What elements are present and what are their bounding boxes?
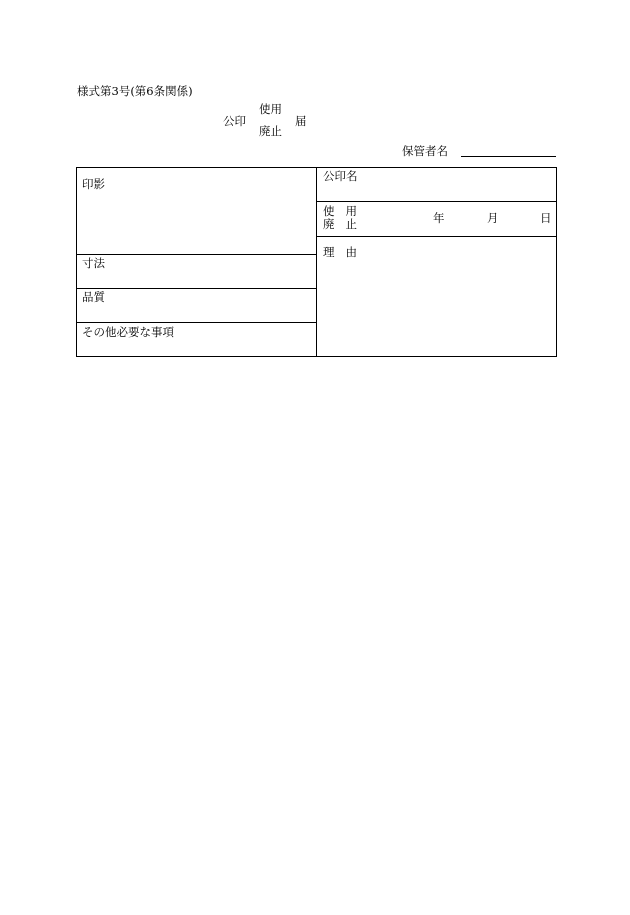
dimensions-label: 寸法 [82, 256, 105, 270]
date-abolish-label: 廃止 [323, 217, 368, 231]
seal-name-label: 公印名 [323, 169, 358, 183]
row-divider [316, 201, 557, 202]
reason-label: 理由 [323, 245, 368, 259]
column-divider [316, 167, 317, 357]
title-option-abolish: 廃止 [259, 124, 282, 138]
row-divider [76, 288, 317, 289]
row-divider [316, 236, 557, 237]
title-suffix: 届 [295, 114, 307, 128]
seal-impression-label: 印影 [82, 177, 105, 191]
year-label: 年 [433, 211, 445, 225]
month-label: 月 [487, 211, 499, 225]
row-divider [76, 254, 317, 255]
keeper-name-label: 保管者名 [402, 144, 448, 158]
form-number: 様式第3号(第6条関係) [77, 84, 193, 98]
title-option-use: 使用 [259, 102, 282, 116]
row-divider [76, 322, 317, 323]
title-prefix: 公印 [223, 114, 246, 128]
material-label: 品質 [82, 290, 105, 304]
day-label: 日 [540, 211, 552, 225]
date-use-label: 使用 [323, 204, 368, 218]
keeper-name-field[interactable] [461, 156, 556, 157]
other-matters-label: その他必要な事項 [82, 325, 174, 339]
